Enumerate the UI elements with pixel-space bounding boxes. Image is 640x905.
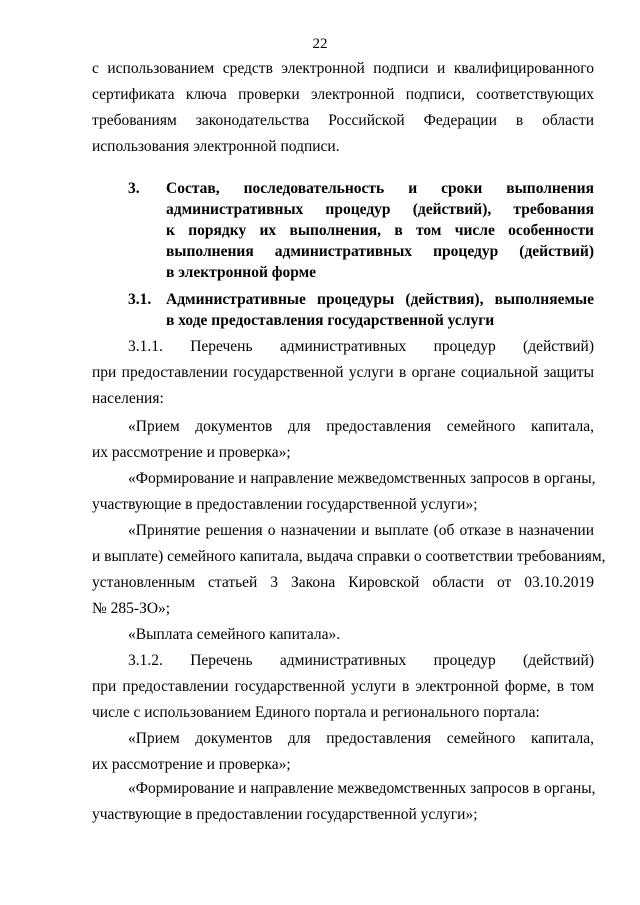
text-line: при предоставлении государственной услуги в органе социальной защиты <box>92 364 594 381</box>
section-number: 3. <box>128 180 140 197</box>
heading-line: Административные процедуры (действия), выполняемые <box>166 291 594 308</box>
item-3-1-2 <box>92 648 594 726</box>
page-number: 22 <box>312 36 328 52</box>
text-line: населения: <box>92 390 164 407</box>
text-line: сертификата ключа проверки электронной подписи, соответствующих <box>92 86 594 103</box>
text-line: требованиям законодательства Российской Федерации в области <box>92 112 594 129</box>
text-line: установленным статьей 3 Закона Кировской области от 03.10.2019 <box>92 574 594 591</box>
heading-line: административных процедур (действий), требования <box>166 201 594 218</box>
heading-line: в ходе предоставления государственной услуги <box>166 312 495 329</box>
text-line: «Прием документов для предоставления семейного капитала, <box>128 418 594 435</box>
text-line: участвующие в предоставлении государственной услуги»; <box>92 806 478 823</box>
text-line: 3.1.2. Перечень административных процедур (действий) <box>128 652 594 669</box>
item-3-1-1 <box>92 334 594 412</box>
list-item <box>92 776 594 828</box>
heading-line: выполнения административных процедур (действий) <box>166 243 594 260</box>
list-item <box>92 726 594 778</box>
text-line: числе с использованием Единого портала и регионального портала: <box>92 704 540 721</box>
list-item <box>92 414 594 466</box>
text-line: «Выплата семейного капитала». <box>128 626 341 643</box>
text-line: их рассмотрение и проверка»; <box>92 444 291 461</box>
text-line: и выплате) семейного капитала, выдача справки о соответствии требованиям, <box>92 548 606 565</box>
text-line: при предоставлении государственной услуги в электронной форме, в том <box>92 678 594 695</box>
text-line: «Формирование и направление межведомственных запросов в органы, <box>128 780 596 797</box>
text-line: участвующие в предоставлении государственной услуги»; <box>92 496 478 513</box>
heading-line: в электронной форме <box>166 264 317 281</box>
heading-line: Состав, последовательность и сроки выполнения <box>166 180 594 197</box>
intro-paragraph <box>92 56 594 160</box>
list-item <box>92 622 594 648</box>
text-line: использования электронной подписи. <box>92 138 340 155</box>
list-item <box>92 518 606 622</box>
text-line: с использованием средств электронной подписи и квалифицированного <box>92 60 594 77</box>
heading-line: к порядку их выполнения, в том числе особенности <box>166 222 594 239</box>
text-line: их рассмотрение и проверка»; <box>92 756 291 773</box>
text-line: № 285-ЗО»; <box>92 600 171 617</box>
section-3-1-heading <box>128 289 594 331</box>
text-line: 3.1.1. Перечень административных процедур (действий) <box>128 338 594 355</box>
section-number: 3.1. <box>128 291 152 308</box>
text-line: «Принятие решения о назначении и выплате (об отказе в назначении <box>128 522 594 539</box>
section-3-heading <box>128 178 594 283</box>
list-item <box>92 466 594 518</box>
text-line: «Прием документов для предоставления семейного капитала, <box>128 730 594 747</box>
text-line: «Формирование и направление межведомственных запросов в органы, <box>128 470 596 487</box>
